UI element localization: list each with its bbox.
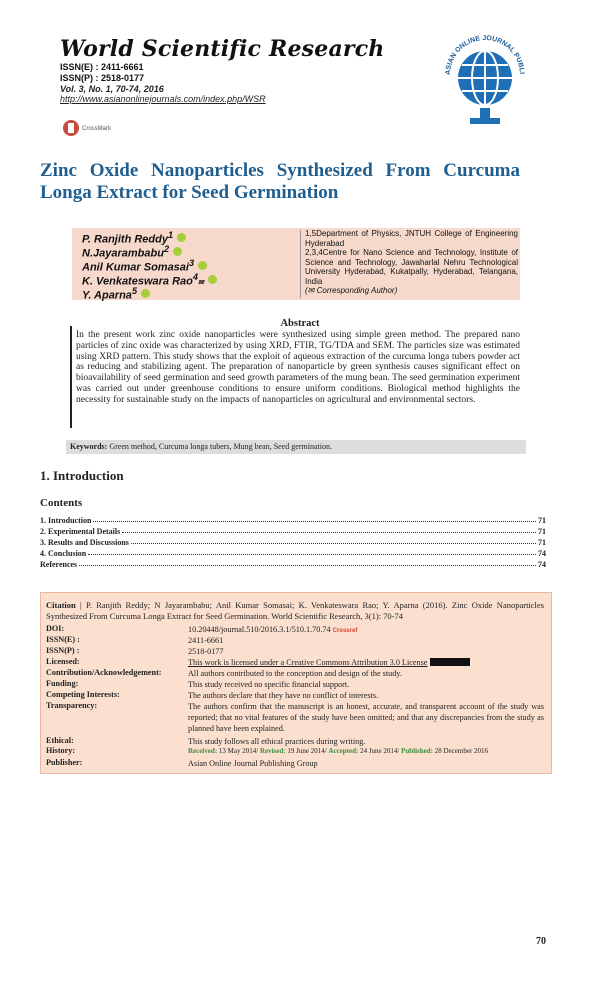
issn-p: ISSN(P) : 2518-0177 [60,73,145,83]
abstract-heading: Abstract [280,318,320,329]
doi-value[interactable]: 10.20448/journal.510/2016.3.1/510.1.70.74 Crossref [188,625,358,634]
affiliation-1: 1,5Department of Physics, JNTUH College of Engineering Hyderabad [305,229,518,248]
license-label: Licensed: [46,657,80,666]
svg-text:ASIAN ONLINE JOURNAL PUBLISHIN: ASIAN ONLINE JOURNAL PUBLI [444,34,525,76]
transparency-value: The authors confirm that the manuscript is an honest, accurate, and transparent account of the study was reported; that no vital features of the study have been omitted; and that any discrepancies from the study as planned have been explained. [188,702,544,733]
toc-item[interactable]: References 74 [40,560,546,569]
volume-info: Vol. 3, No. 1, 70-74, 2016 [60,84,164,94]
author-1: P. Ranjith Reddy$^1$ [82,230,186,246]
author-2: N.Jayarambabu$^2$ [82,244,182,260]
issn-e-value: 2411-6661 [188,636,224,645]
author-5: Y. Aparna$^5$ [82,286,150,302]
orcid-icon[interactable] [177,233,186,242]
ethical-value: This study follows all ethical practices during writing. [188,737,366,746]
history-label: History: [46,746,76,755]
issn-e-label: ISSN(E) : [46,635,80,644]
author-3: Anil Kumar Somasai$^3$ [82,258,207,274]
orcid-icon[interactable] [141,289,150,298]
contribution-label: Contribution/Acknowledgement: [46,668,162,677]
keywords-bar [66,440,526,454]
page-number: 70 [536,936,546,947]
competing-interests-value: The authors declare that they have no conflict of interests. [188,691,379,700]
transparency-label: Transparency: [46,701,98,710]
corresponding-note: (✉ Corresponding Author) [305,286,398,295]
issn-p-value: 2518-0177 [188,647,224,656]
doi-label: DOI: [46,624,65,633]
cc-by-icon [430,658,470,666]
toc-item[interactable]: 3. Results and Discussions 71 [40,538,546,547]
crossmark-badge[interactable] [62,118,122,138]
globe-logo-icon [440,30,530,136]
history-value: Received: 13 May 2014/ Revised: 19 June 2014/ Accepted: 24 June 2014/ Published: 28 December 2016 [188,747,489,755]
affiliations [305,229,518,296]
orcid-icon[interactable] [208,275,217,284]
competing-interests-label: Competing Interests: [46,690,120,699]
funding-value: This study received no specific financial support. [188,680,350,689]
funding-label: Funding: [46,679,79,688]
issn-e: ISSN(E) : 2411-6661 [60,62,144,72]
citation-text: Citation | P. Ranjith Reddy; N Jayarambabu; Anil Kumar Somasai; K. Venkateswara Rao; Y. Aparna (2016). Zinc Oxide Nanoparticles Synthesized From Curcuma Longa Extract for Seed Germination. World Scientific Research, 3(1): 70-74 [46,600,545,621]
paper-title: Zinc Oxide Nanoparticles Synthesized From Curcuma Longa Extract for Seed Germination [40,160,520,203]
toc-item[interactable]: 4. Conclusion 74 [40,549,546,558]
section-heading-introduction: 1. Introduction [40,468,124,483]
keywords-text: Green method, Curcuma longa tubers, Mung bean, Seed germination. [109,442,332,451]
orcid-icon[interactable] [198,261,207,270]
crossref-icon: Crossref [332,628,358,634]
keywords-label: Keywords: [70,442,108,451]
orcid-icon[interactable] [173,247,182,256]
abstract-text: In the present work zinc oxide nanoparticles were synthesized using simple green method. The prepared nano particles of zinc oxide was characterized by using XRD, FTIR, TG/TDA and SEM. The particles size was estimated using XRD pattern. This study shows that the exploit of aqueous extraction of the curcuma longa tubers powder act as reducing and stabilizing agent. The preparation of nanoparticle by green synthesis causes significant effect on bioavailability of seed germination and seed growth parameters of the mung bean. The seed germination experiment was carried out under greenhouse conditions to ensure uniform conditions. Biological method highlights the necessity for sustainable study on the impacts of nanoparticles on agricultural and environmental sectors. [76,330,520,405]
authors-divider [300,230,301,298]
contents-heading: Contents [40,497,83,509]
publisher-label: Publisher: [46,758,83,767]
crossmark-icon [62,118,122,138]
publisher-logo [440,30,530,136]
journal-title: World Scientific Research [60,36,385,62]
contribution-value: All authors contributed to the conception and design of the study. [188,669,402,678]
license-value[interactable]: This work is licensed under a Creative Commons Attribution 3.0 License [188,657,544,668]
issn-p-label: ISSN(P) : [46,646,80,655]
publisher-value: Asian Online Journal Publishing Group [188,759,318,768]
author-4: K. Venkateswara Rao$^4$✉ [82,272,217,288]
abstract-rule [70,326,72,428]
toc-item[interactable]: 2. Experimental Details 71 [40,527,546,536]
affiliation-2: 2,3,4Centre for Nano Science and Technology, Institute of Science and Technology, Jawaharlal Nehru Technological University Hyderabad, Kukatpally, Hyderabad, Telangana, India [305,248,518,286]
ethical-label: Ethical: [46,736,74,745]
journal-url[interactable]: http://www.asianonlinejournals.com/index.php/WSR [60,94,266,104]
toc-item[interactable]: 1. Introduction 71 [40,516,546,525]
svg-text:CrossMark: CrossMark [82,126,112,132]
